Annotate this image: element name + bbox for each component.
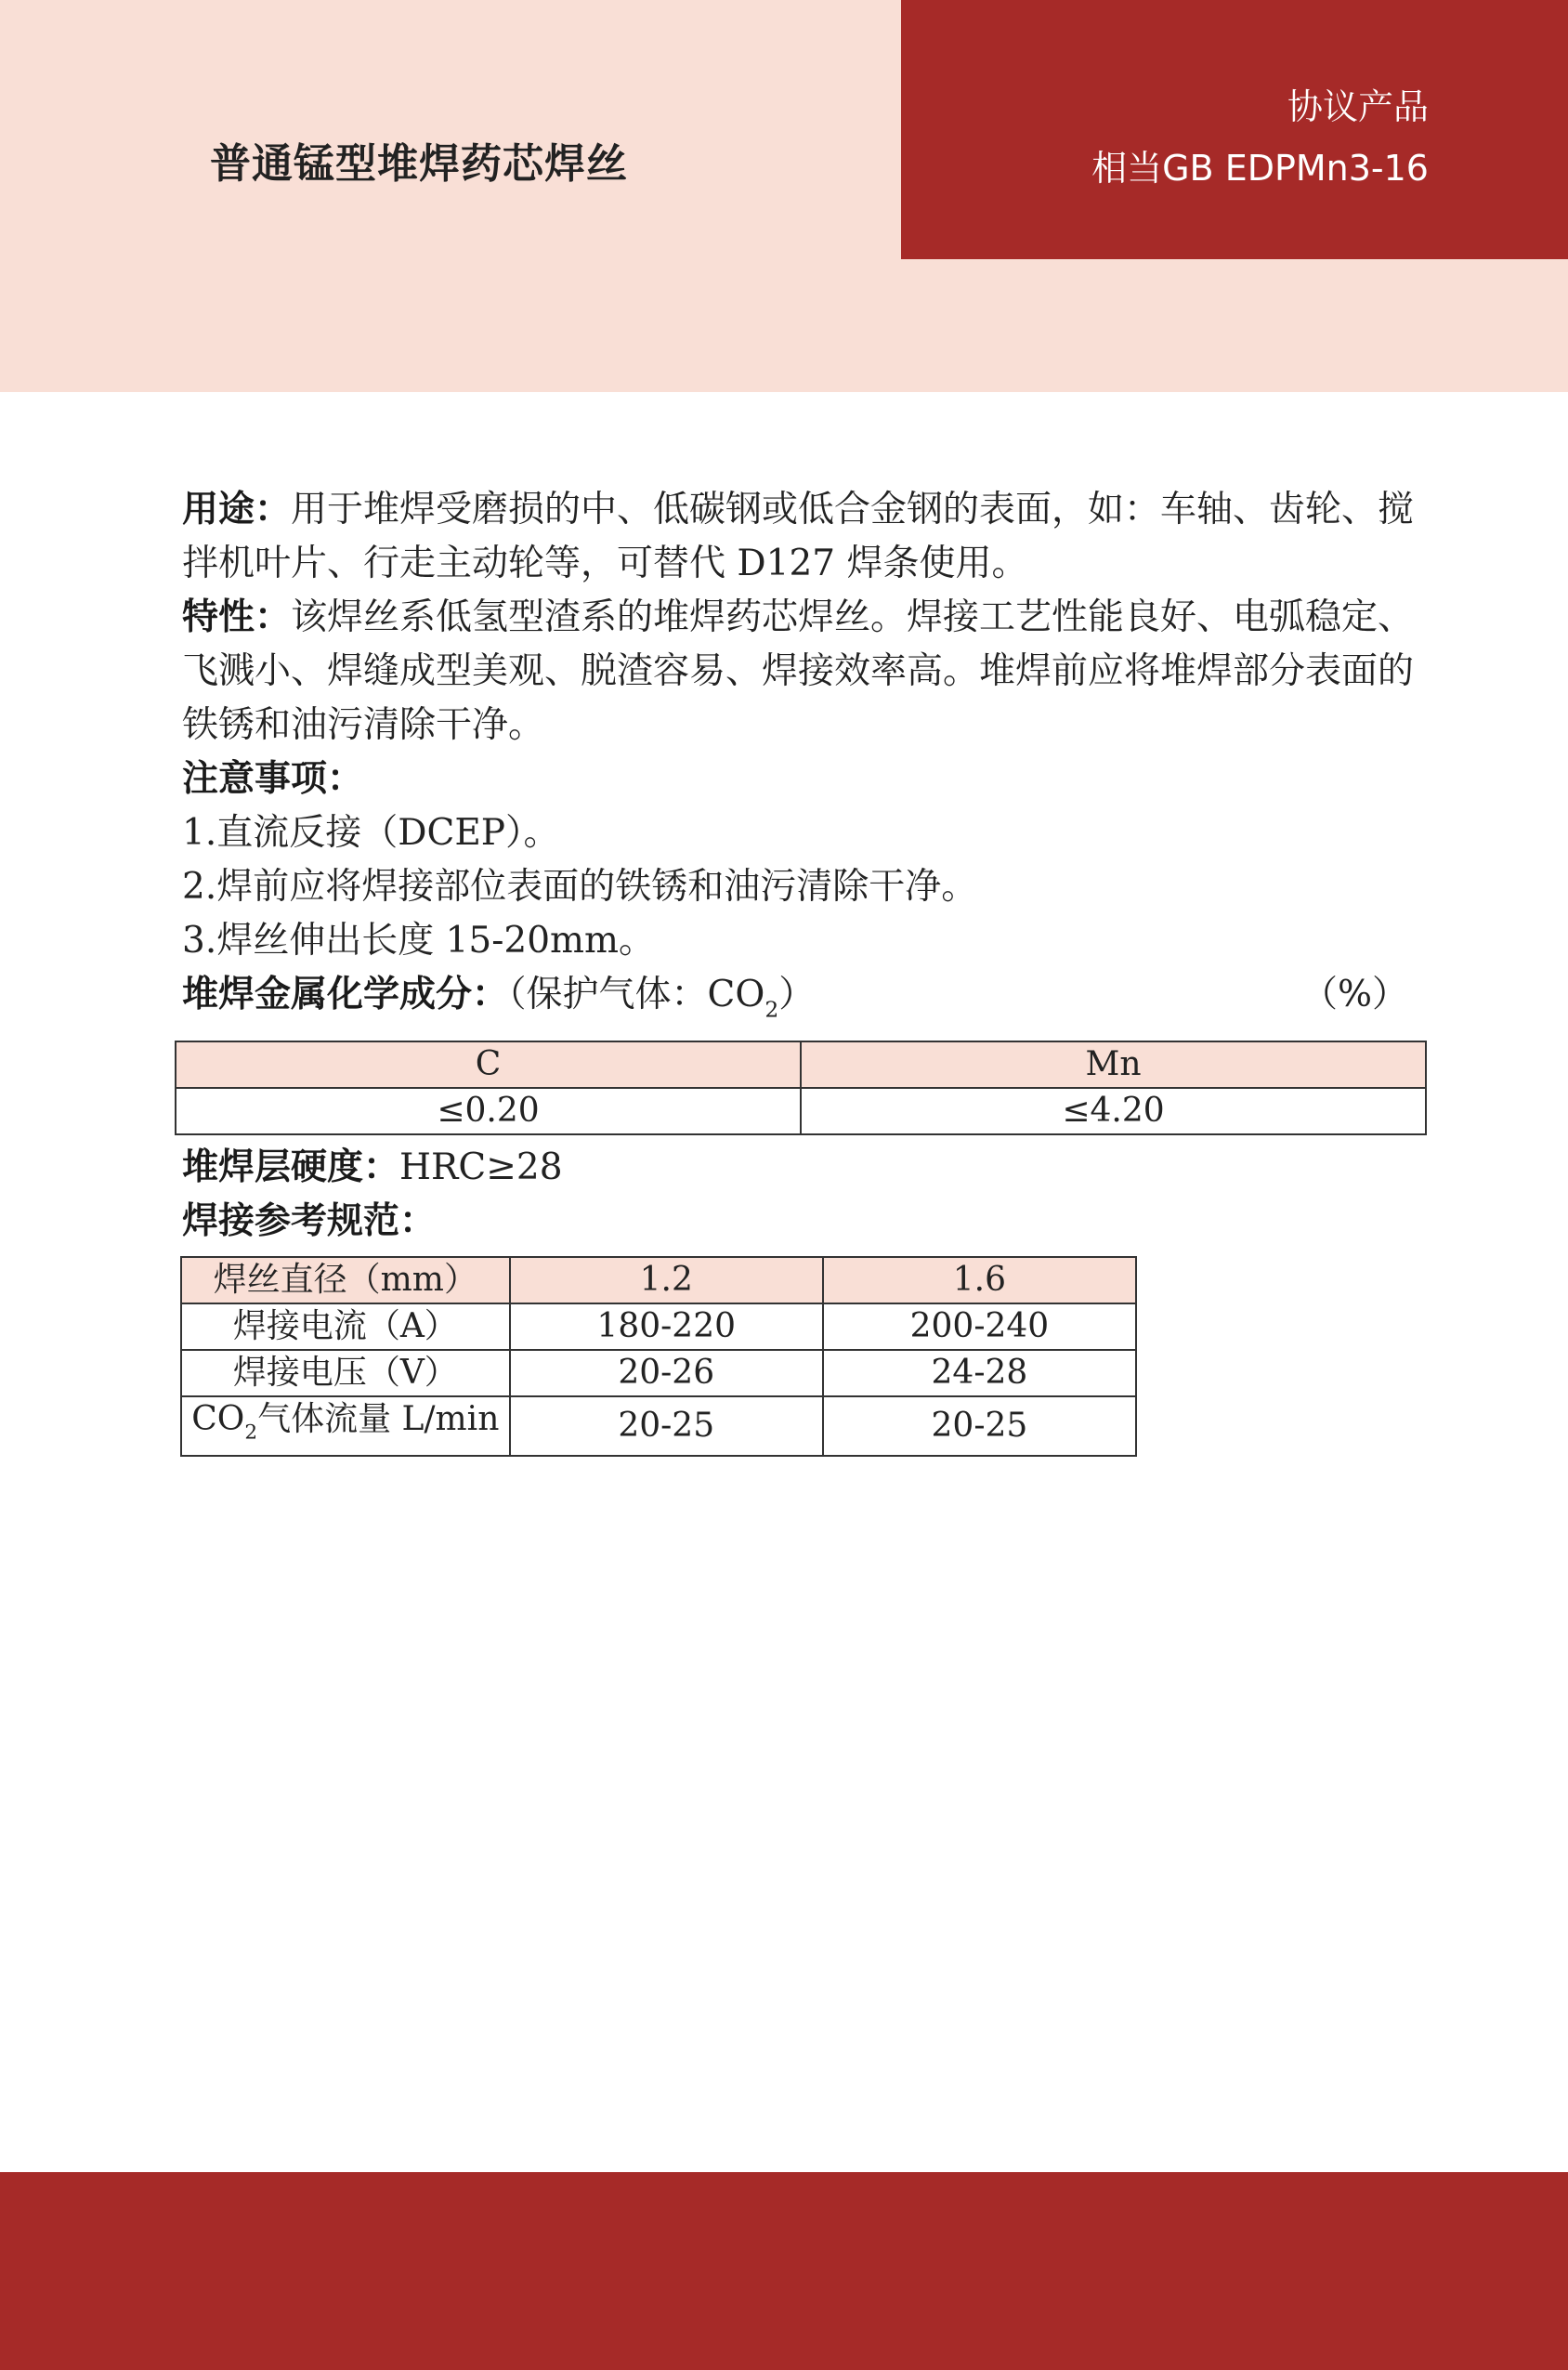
- params-gas-flow-1-6: 20-25: [823, 1396, 1136, 1457]
- params-header-1-6: 1.6: [823, 1257, 1136, 1303]
- gas-flow-suffix: 气体流量 L/min: [257, 1399, 500, 1438]
- notes-label: 注意事项：: [182, 758, 364, 800]
- chem-gas-subscript: 2: [764, 996, 779, 1023]
- params-gas-flow-1-2: 20-25: [510, 1396, 823, 1457]
- chem-header-mn: Mn: [801, 1041, 1426, 1088]
- hardness-label: 堆焊层硬度：: [182, 1146, 400, 1188]
- gas-flow-prefix: CO: [191, 1399, 245, 1438]
- features-label: 特性：: [182, 596, 292, 638]
- usage-label: 用途：: [182, 489, 292, 530]
- params-voltage-1-2: 20-26: [510, 1350, 823, 1396]
- footer-bar: [0, 2172, 1568, 2370]
- notes-heading: [182, 753, 1427, 806]
- chem-header-c: C: [176, 1041, 801, 1088]
- params-row-current: [181, 1303, 1136, 1350]
- params-header-1-2: 1.2: [510, 1257, 823, 1303]
- params-gas-flow-label: [181, 1396, 510, 1457]
- params-current-label: 焊接电流（A）: [181, 1303, 510, 1350]
- gas-flow-subscript: 2: [244, 1421, 258, 1445]
- chem-gas-suffix: ）: [778, 974, 816, 1015]
- main-content: [182, 483, 1427, 1457]
- params-row-voltage: [181, 1350, 1136, 1396]
- features-text: 该焊丝系低氢型渣系的堆焊药芯焊丝。焊接工艺性能良好、电弧稳定、飞溅小、焊缝成型美观、脱渣容易、焊接效率高。堆焊前应将堆焊部分表面的铁锈和油污清除干净。: [182, 596, 1415, 746]
- params-current-1-2: 180-220: [510, 1303, 823, 1350]
- usage-paragraph: [182, 483, 1427, 591]
- params-current-1-6: 200-240: [823, 1303, 1136, 1350]
- tag-gb-standard: 相当GB EDPMn3-16: [1091, 148, 1429, 189]
- params-row-gas-flow: [181, 1396, 1136, 1457]
- params-voltage-label: 焊接电压（V）: [181, 1350, 510, 1396]
- chem-table: [175, 1041, 1427, 1135]
- params-heading: [182, 1195, 1427, 1249]
- params-voltage-1-6: 24-28: [823, 1350, 1136, 1396]
- tag-agreement-product: 协议产品: [1287, 86, 1429, 127]
- chem-label: 堆焊金属化学成分：: [182, 974, 509, 1015]
- params-header-row: [181, 1257, 1136, 1303]
- chem-heading: [182, 968, 1427, 1037]
- note-item-1: 1.直流反接（DCEP）。: [182, 812, 560, 854]
- chem-gas-prefix: （保护气体：CO: [508, 974, 765, 1015]
- chem-unit: （%）: [1300, 974, 1408, 1015]
- features-paragraph: [182, 591, 1427, 753]
- page-title: 普通锰型堆焊药芯焊丝: [210, 140, 628, 188]
- product-tag-box: [901, 0, 1568, 259]
- note-item-3: 3.焊丝伸出长度 15-20mm。: [182, 920, 655, 962]
- chem-value-c: ≤0.20: [176, 1088, 801, 1134]
- chem-value-mn: ≤4.20: [801, 1088, 1426, 1134]
- chem-header-row: [176, 1041, 1426, 1088]
- usage-text: 用于堆焊受磨损的中、低碳钢或低合金钢的表面，如：车轴、齿轮、搅拌机叶片、行走主动轮等，可替代 D127 焊条使用。: [182, 489, 1415, 584]
- chem-value-row: [176, 1088, 1426, 1134]
- chem-heading-left: [182, 968, 815, 1037]
- note-item-2: 2.焊前应将焊接部位表面的铁锈和油污清除干净。: [182, 866, 978, 908]
- params-table: [180, 1256, 1137, 1458]
- params-header-diameter: 焊丝直径（mm）: [181, 1257, 510, 1303]
- hardness-value: HRC≥28: [399, 1146, 563, 1188]
- params-label: 焊接参考规范：: [182, 1199, 437, 1242]
- hardness-line: [182, 1141, 1427, 1195]
